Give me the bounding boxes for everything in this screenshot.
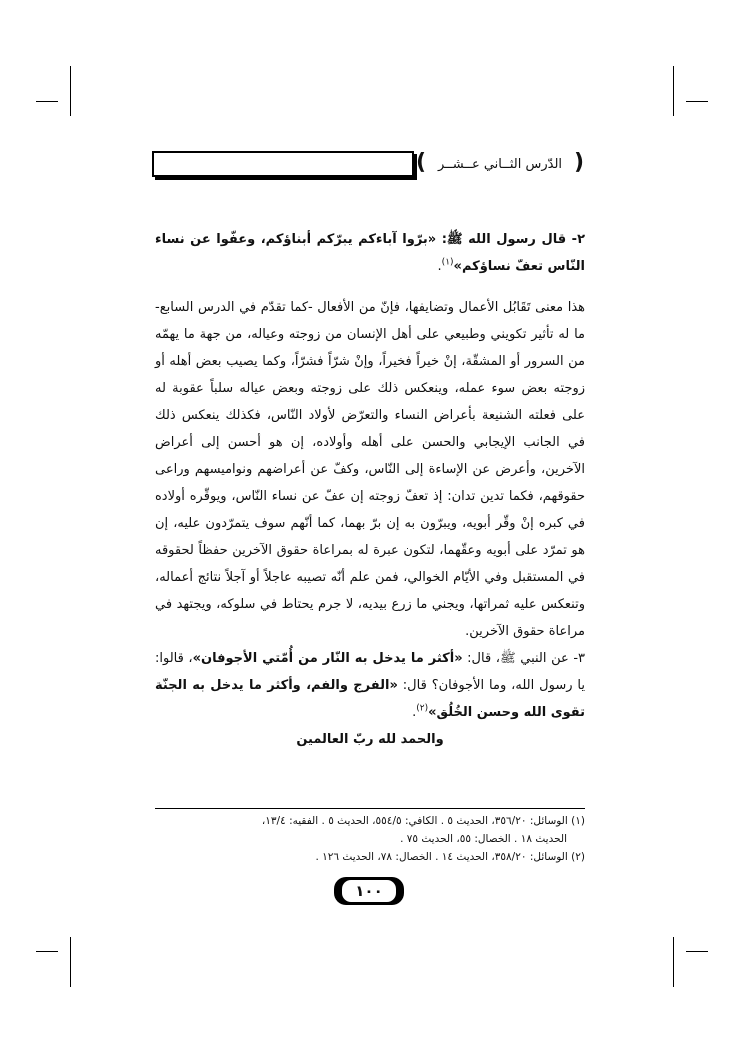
header-close-paren: ) xyxy=(416,150,427,175)
header-title-area xyxy=(416,150,584,177)
page-number: ١٠٠ xyxy=(342,880,396,902)
footnote-1-line-1: (١) الوسائل: ٣٥٦/٢٠، الحديث ٥ . الكافي: ٥٥٤/٥، الحديث ٥ . الفقيه: ١٣/٤، xyxy=(261,815,585,827)
running-header xyxy=(152,151,584,181)
crop-mark-bottom-left-v xyxy=(70,937,71,987)
hadith-3-quote-1: «أكثر ما يدخل به النّار من أُمّتي الأجوفان» xyxy=(192,651,463,666)
hadith-2: ٢- قال رسول الله ﷺ: «برّوا آباءكم يبرّكم أبناؤكم، وعفّوا عن نساء النّاس تعفّ نساؤكم»$^{(١)}$. xyxy=(155,232,585,274)
crop-mark-bottom-right-v xyxy=(673,937,674,987)
crop-mark-top-right-v xyxy=(673,66,674,116)
crop-mark-bottom-left-h xyxy=(36,951,58,952)
commentary-paragraph: هذا معنى تَقَابُل الأعمال وتضايفها، فإنّ من الأفعال -كما تقدّم في الدرس السابع- ما له تأثير تكويني وطبيعي على أهل الإنسان من زوجته وعياله، من جهة ما يهمّه من السرور أو المشقّة، إنْ خيراً فخيراً، وإنْ شرّاً فشرّاً، وكما يصيب بعض أهله أو زوجته بعض سوء عمله، وينعكس ذلك على زوجته وبعض عياله سلباً عقوبة له على فعلته الشنيعة بأعراض النساء والتعرّض لأولاد النّاس، فكذلك ينعكس ذلك في الجانب الإيجابي والحسن على أهله وأولاده، إن هو أحسن إلى أعراض الآخرين، وأعرض عن الإساءة إلى النّاس، وكفّ عن أعراضهم ونواميسهم وراعى حقوقهم، فكما تدين تدان: إذ تعفّ زوجته إن عفّ عن نساء النّاس، ويوقّره أولاده في كبره إنْ وقّر أبويه، ويبرّون به إن برّ بهما، كما أنّهم سوف يتمرّدون عليه، إن هو تمرّد على أبويه وعقّهما، لتكون عبرة له بمراعاة حقوق الآخرين حفظاً لحقوقه في المستقبل وفي الأيّام الخوالي، فمن علم أنّه تصيبه عاجلاً أو آجلاً نتائج أعماله، وتنعكس عليه ثمراتها، ويجني ما زرع بيديه، لا جرم يحتاط في سلوكه، ويجتهد في مراعاة حقوق الآخرين. xyxy=(155,300,585,639)
main-text xyxy=(155,226,585,753)
crop-mark-bottom-right-h xyxy=(686,951,708,952)
crop-mark-top-left-h xyxy=(36,101,58,102)
footnote-ref-2: (٢) xyxy=(416,703,429,714)
lesson-title: الدّرس الثــاني عــشــر xyxy=(437,157,563,172)
hadith-3-intro: ٣- عن النبي ﷺ، قال: xyxy=(462,651,585,666)
header-frame xyxy=(152,151,414,177)
footnotes xyxy=(155,812,585,866)
footnote-2: (٢) الوسائل: ٣٥٨/٢٠، الحديث ١٤ . الخصال: ٧٨، الحديث ١٢٦ . xyxy=(315,851,585,863)
header-open-paren: ( xyxy=(573,150,584,175)
hadith-3: ٣- عن النبي ﷺ، قال: «أكثر ما يدخل به النّار من أُمّتي الأجوفان»، قالوا: يا رسول الله، وما الأجوفان؟ قال: «الفرج والفم، وأكثر ما يدخل به الجنّة تقوى الله وحسن الخُلُق»$^{(٢)}$. xyxy=(155,651,585,720)
page-number-badge xyxy=(334,877,404,905)
crop-mark-top-right-h xyxy=(686,101,708,102)
hadith-3-quote-2: «الفرج والفم، وأكثر ما يدخل به الجنّة تقوى الله وحسن الخُلُق» xyxy=(155,678,585,720)
hadith-2-text: ٢- قال رسول الله ﷺ: «برّوا آباءكم يبرّكم أبناؤكم، وعفّوا عن نساء النّاس تعفّ نساؤكم» xyxy=(155,232,585,274)
footnote-ref-1: (١) xyxy=(441,257,454,268)
crop-mark-top-left-v xyxy=(70,66,71,116)
hadith-3-question: ، قالوا: يا رسول الله، وما الأجوفان؟ قال: xyxy=(155,651,585,693)
footnote-divider xyxy=(155,808,585,809)
closing-praise: والحمد لله ربّ العالمين xyxy=(296,732,444,747)
footnote-1-line-2: الحديث ١٨ . الخصال: ٥٥، الحديث ٧٥ . xyxy=(400,833,567,845)
